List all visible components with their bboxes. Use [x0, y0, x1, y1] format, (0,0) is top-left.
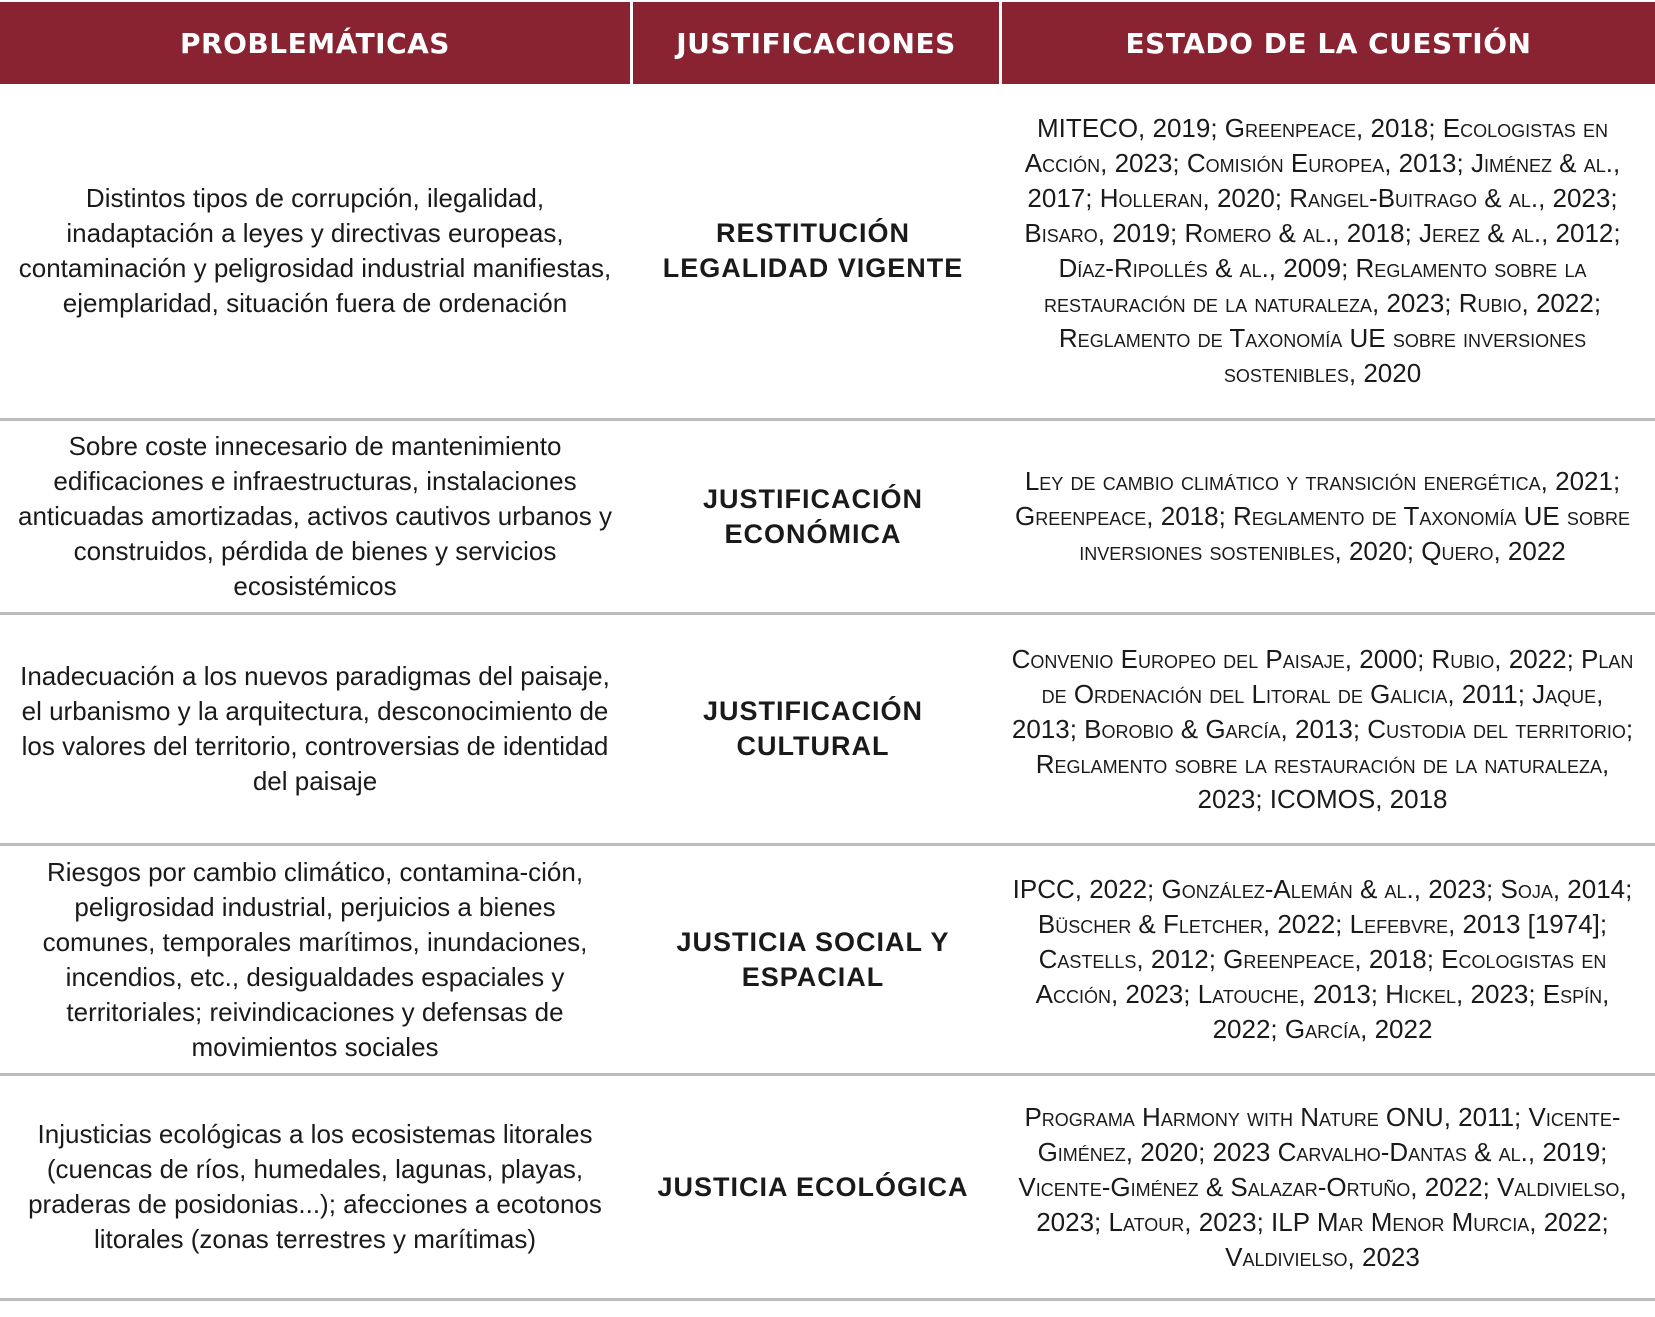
header-problematicas: PROBLEMÁTICAS [180, 26, 450, 60]
justificacion-cell: JUSTIFICACIÓN ECONÓMICA [702, 483, 923, 549]
justificacion-cell: JUSTICIA SOCIAL Y ESPACIAL [676, 926, 950, 992]
estado-cell: Ley de cambio climático y transición energética, 2021; Greenpeace, 2018; Reglamento de Taxonomía UE sobre inversiones sostenibles, 2020; Quero, 2022 [1015, 466, 1630, 566]
estado-cell: MITECO, 2019; Greenpeace, 2018; Ecologistas en Acción, 2023; Comisión Europea, 2013; Jiménez & al., 2017; Holleran, 2020; Rangel-Buitrago & al., 2023; Bisaro, 2019; Romero & al., 2018; Jerez & al., 2012; Díaz-Ripollés & al., 2009; Reglamento sobre la restauración de la naturaleza, 2023; Rubio, 2022; Reglamento de Taxonomía UE sobre inversiones sostenibles, 2020 [1024, 113, 1621, 388]
table-row [0, 1076, 1655, 1301]
estado-cell: Convenio Europeo del Paisaje, 2000; Rubio, 2022; Plan de Ordenación del Litoral de Galicia, 2011; Jaque, 2013; Borobio & García, 2013; Custodia del territorio; Reglamento sobre la restauración de la naturaleza, 2023; ICOMOS, 2018 [1011, 643, 1634, 814]
table-row [0, 615, 1655, 846]
header-estado-cuestion: ESTADO DE LA CUESTIÓN [999, 2, 1655, 84]
table-row [0, 421, 1655, 615]
justification-table [0, 2, 1655, 1301]
table-header [0, 2, 1655, 84]
problematica-cell: Sobre coste innecesario de mantenimiento edificaciones e infraestructuras, instalaciones anticuadas amortizadas, activos cautivos urbanos y construidos, pérdida de bienes y servicios ecosistémicos [18, 431, 612, 601]
problematica-cell: Injusticias ecológicas a los ecosistemas litorales (cuencas de ríos, humedales, lagunas, playas, praderas de posidonias...); afecciones a ecotonos litorales (zonas terrestres y marítimas) [28, 1119, 602, 1254]
justificacion-cell: RESTITUCIÓN LEGALIDAD VIGENTE [662, 218, 964, 283]
estado-cell: Programa Harmony with Nature ONU, 2011; Vicente-Giménez, 2020; 2023 Carvalho-Dantas & al., 2019; Vicente-Giménez & Salazar-Ortuño, 2022; Valdivielso, 2023; Latour, 2023; ILP Mar Menor Murcia, 2022; Valdivielso, 2023 [1018, 1101, 1627, 1272]
estado-cell: IPCC, 2022; González-Alemán & al., 2023; Soja, 2014; Büscher & Fletcher, 2022; Lefebvre, 2013 [1974]; Castells, 2012; Greenpeace, 2018; Ecologistas en Acción, 2023; Latouche, 2013; Hickel, 2023; Espín, 2022; García, 2022 [1012, 874, 1633, 1044]
problematica-cell: Inadecuación a los nuevos paradigmas del paisaje, el urbanismo y la arquitectura, desconocimiento de los valores del territorio, controversias de identidad del paisaje [20, 661, 610, 796]
problematica-cell: Riesgos por cambio climático, contamina-ción, peligrosidad industrial, perjuicios a bienes comunes, temporales marítimos, inundaciones, incendios, etc., desigualdades espaciales y territoriales; reivindicaciones y defensas de movimientos sociales [42, 856, 588, 1062]
justificacion-cell: JUSTIFICACIÓN CULTURAL [702, 696, 923, 761]
problematica-cell: Distintos tipos de corrupción, ilegalidad, inadaptación a leyes y directivas europeas, contaminación y peligrosidad industrial manifiestas, ejemplaridad, situación fuera de ordenación [18, 183, 612, 318]
justificacion-cell: JUSTICIA ECOLÓGICA [657, 1171, 969, 1202]
table-row [0, 84, 1655, 421]
table-row [0, 846, 1655, 1076]
header-justificaciones: JUSTIFICACIONES [630, 2, 999, 84]
